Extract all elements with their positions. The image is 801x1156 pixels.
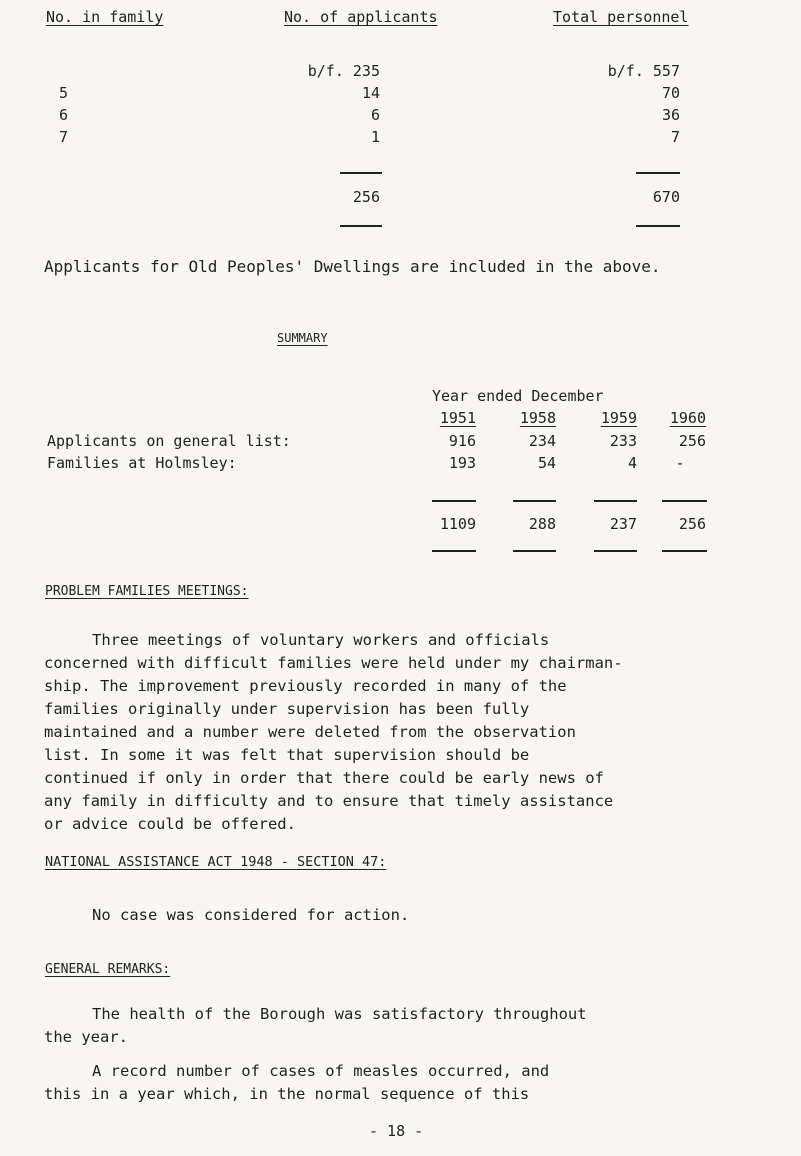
summary-year: 1951 (439, 409, 476, 427)
summary-row-label: Families at Holmsley: (47, 454, 237, 472)
summary-cell: 234 (528, 432, 556, 450)
subtotal-rule (636, 172, 680, 174)
summary-cell: 233 (609, 432, 637, 450)
paragraph-line: this in a year which, in the normal sequence of this (44, 1085, 530, 1103)
summary-year: 1959 (600, 409, 637, 427)
row-personnel: 70 (661, 84, 680, 102)
summary-total: 256 (678, 515, 706, 533)
row-applicants: 14 (361, 84, 380, 102)
subtotal-rule (340, 172, 382, 174)
summary-heading: SUMMARY (277, 331, 328, 345)
general-remarks-heading: GENERAL REMARKS: (45, 962, 171, 977)
problem-families-heading: PROBLEM FAMILIES MEETINGS: (45, 584, 249, 599)
summary-total-rule (662, 550, 707, 552)
summary-subtotal-rule (432, 500, 476, 502)
summary-row-label: Applicants on general list: (47, 432, 291, 450)
summary-total: 288 (528, 515, 556, 533)
summary-subtotal-rule (662, 500, 707, 502)
summary-cell: 54 (537, 454, 556, 472)
summary-cell: 193 (448, 454, 476, 472)
paragraph-line: The health of the Borough was satisfactory throughout (92, 1005, 587, 1023)
paragraph-line: A record number of cases of measles occurred, and (92, 1062, 550, 1080)
note-body: Applicants for Old Peoples' Dwellings are included in the above. (44, 257, 661, 276)
paragraph-line: ship. The improvement previously recorded in many of the (44, 677, 567, 695)
paragraph-line: families originally under supervision has been fully (44, 700, 530, 718)
national-assistance-heading: NATIONAL ASSISTANCE ACT 1948 - SECTION 47: (45, 854, 387, 870)
row-applicants: 1 (370, 128, 380, 146)
summary-total-rule (513, 550, 556, 552)
row-family: 7 (58, 128, 68, 146)
row-personnel: 36 (661, 106, 680, 124)
paragraph-line: any family in difficulty and to ensure that timely assistance (44, 792, 614, 810)
paragraph-line: continued if only in order that there could be early news of (44, 769, 604, 787)
paragraph-line: list. In some it was felt that supervision should be (44, 746, 530, 764)
summary-cell: - (675, 454, 685, 472)
total-applicants: 256 (352, 188, 380, 206)
summary-cell: 916 (448, 432, 476, 450)
summary-total: 1109 (439, 515, 476, 533)
paragraph-line: maintained and a number were deleted from the observation (44, 723, 576, 741)
paragraph-line: or advice could be offered. (44, 815, 296, 833)
general-remarks-paragraph-1 (44, 1003, 784, 1049)
total-personnel: 670 (652, 188, 680, 206)
summary-total-rule (594, 550, 637, 552)
row-applicants: b/f. 235 (307, 62, 380, 80)
total-rule (340, 225, 382, 227)
national-assistance-text: No case was considered for action. (92, 906, 410, 924)
col-header-family: No. in family (46, 8, 164, 26)
summary-cell: 4 (627, 454, 637, 472)
summary-subtotal-rule (513, 500, 556, 502)
page-number: - 18 - (369, 1122, 424, 1140)
paragraph-line: Three meetings of voluntary workers and officials (92, 631, 550, 649)
summary-year: 1960 (669, 409, 706, 427)
problem-families-paragraph (44, 629, 784, 836)
summary-total: 237 (609, 515, 637, 533)
row-family: 5 (58, 84, 68, 102)
col-header-personnel: Total personnel (553, 8, 689, 26)
row-personnel: b/f. 557 (607, 62, 680, 80)
row-family: 6 (58, 106, 68, 124)
summary-year: 1958 (519, 409, 556, 427)
summary-subtotal-rule (594, 500, 637, 502)
total-rule (636, 225, 680, 227)
paragraph-line: the year. (44, 1028, 128, 1046)
paragraph-line: concerned with difficult families were held under my chairman- (44, 654, 623, 672)
general-remarks-paragraph-2 (44, 1060, 784, 1106)
note-text (44, 255, 784, 278)
row-applicants: 6 (370, 106, 380, 124)
row-personnel: 7 (670, 128, 680, 146)
summary-cell: 256 (678, 432, 706, 450)
summary-year-header: Year ended December (432, 387, 604, 405)
summary-total-rule (432, 550, 476, 552)
col-header-applicants: No. of applicants (284, 8, 438, 26)
